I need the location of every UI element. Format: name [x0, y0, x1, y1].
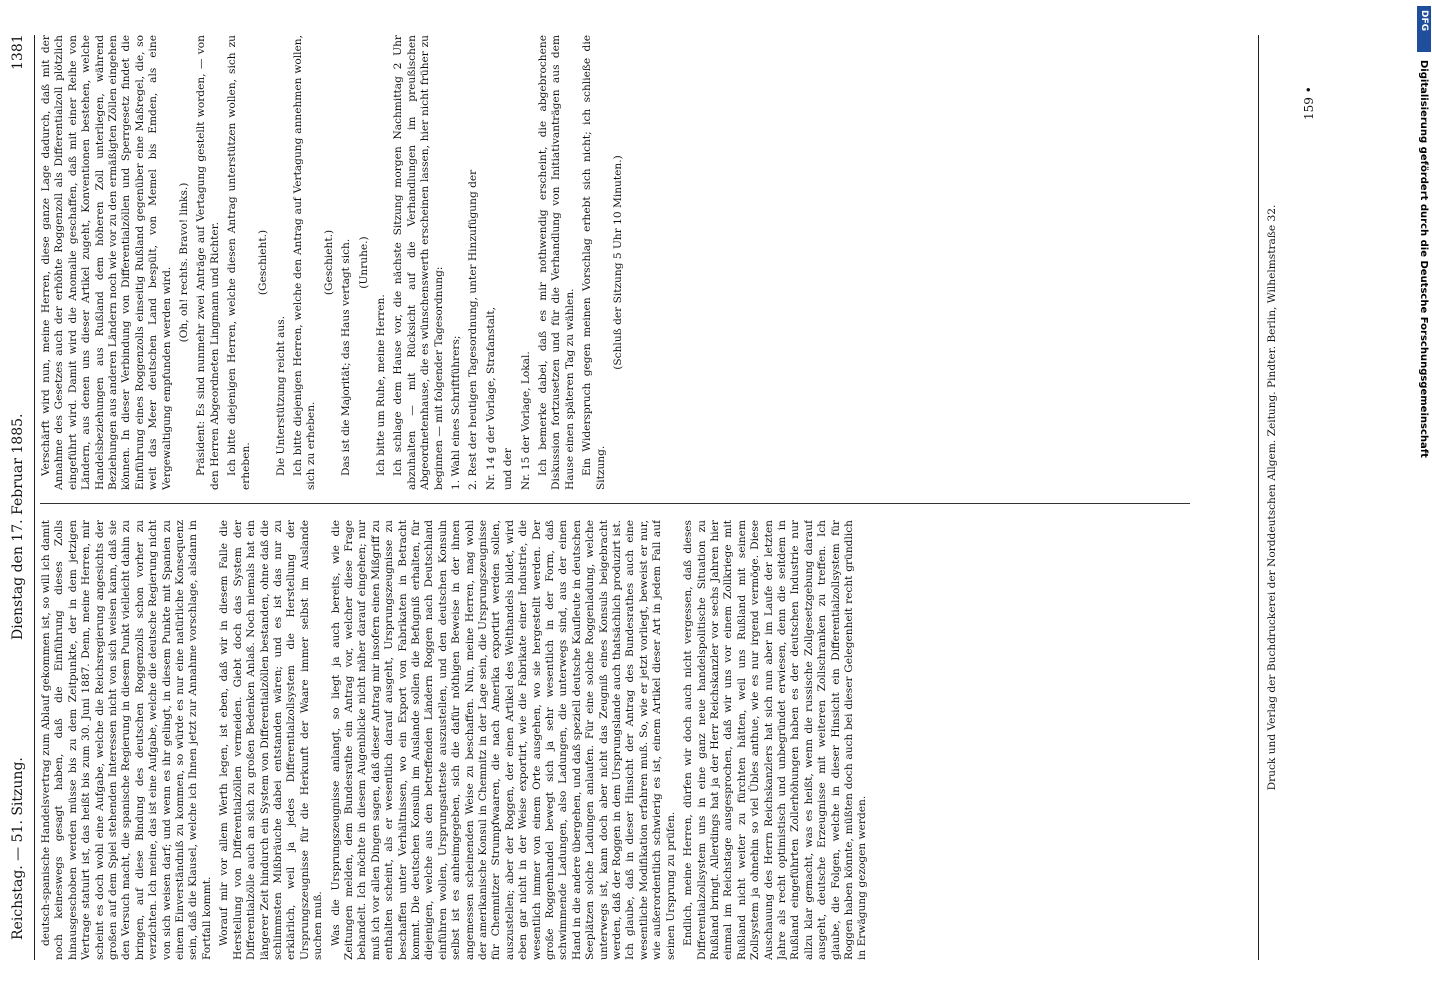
- dfg-credit: [1417, 60, 1431, 960]
- paragraph: Worauf mir vor allem Werth legen, ist eben, daß wir in diesem Falle die Herstellung von Differentialzöllen vermeiden. Giebt doch das System der Differentialzölle auch an sich zu großen Bedenken Anlaß. Noch niemals hat ein längerer Zeit hindurch ein System von Differentialzöllen bestanden, ohne daß die schlimmsten Mißbräuche dabei entstanden wären; und es ist das nur zu erklärlich, weil ja jedes Differentialzollsystem die Herstellung der Ursprungszeugnisse für die Herkunft der Waare immer selbst im Auslande suchen muß.: [218, 520, 325, 960]
- dfg-logo-text: DFG: [1419, 10, 1429, 32]
- paragraph: Das ist die Majorität; das Haus vertagt sich.: [340, 238, 353, 476]
- paragraph: Ich bitte diejenigen Herren, welche den Antrag auf Vertagung annehmen wollen, sich zu erheben.: [291, 35, 318, 490]
- column-divider: [40, 503, 1190, 504]
- footer-imprint: Druck und Verlag der Buchdruckerei der Norddeutschen Allgem. Zeitung. Pindter. Berlin, Wilhelmstraße 32.: [1266, 204, 1278, 791]
- paragraph: Nr. 14 g der Vorlage, Strafanstalt,: [484, 307, 497, 490]
- paragraph: Nr. 15 der Vorlage, Lokal.: [519, 351, 532, 490]
- paragraph: Was die Ursprungszeugnisse anlangt, so liegt ja auch bereits, wie die Zeitungen melden, dem Bundesrathe ein Antrag vor, welcher diese Frage behandelt. Ich möchte in diesem Augenblicke nicht näher darauf eingehen; nur muß ich vor allen Dingen sagen, daß dieser Antrag mir insofern einen Mißgriff zu enthalten scheint, als er wesentlich darauf ausgeht, Ursprungszeugnisse zu beschaffen unter Verhältnissen, wo ein Export von Fabrikaten in Betracht kommt. Die deutschen Konsuln im Auslande sollen die Befugniß erhalten, für diejenigen, welche aus den betreffenden Ländern Roggen nach Deutschland einführen wollen, Ursprungsatteste auszustellen, und den deutschen Konsuln selbst ist es anheimgegeben, sich die dafür nöthigen Beweise in der ihnen angemessen scheinenden Weise zu beschaffen. Nun, meine Herren, mag wohl der amerikanische Konsul in Chemnitz in der Lage sein, die Ursprungszeugnisse für Chemnitzer Strumpfwaaren, die nach Amerika exportirt werden sollen, auszustellen; aber der Roggen, der einen Artikel des Welthandels bildet, wird eben gar nicht in der Weise exportirt, wie die Fabrikate einer Industrie, die wesentlich immer von einem Orte ausgehen, wo sie hergestellt werden. Der große Roggenhandel bewegt sich ja sehr wesentlich in der Form, daß schwimmende Ladungen, also Ladungen, die unterwegs sind, aus der einen Hand in die andere übergehen, und daß speziell deutsche Kaufleute in deutschen Seeplätzen solche Ladungen anlaufen. Für eine solche Roggenladung, welche unterwegs ist, kann doch aber nicht das Zeugniß eines Konsuls beigebracht werden, daß der Roggen in dem Ursprungslande auch thatsächlich produzirt ist. Ich glaube, daß in dieser Hinsicht der Antrag des Bundesrathes auch eine wesentliche Modifikation erfahren muß. So, wie er jetzt vorliegt, beweist er nur, wie außerordentlich schwierig es ist, einem Artikel dieser Art in jedem Fall auf seinen Ursprung zu prüfen.: [329, 520, 677, 960]
- paragraph: und der: [502, 448, 515, 490]
- header-left: Reichstag. — 51. Sitzung.: [10, 757, 26, 940]
- paragraph: deutsch-spanische Handelsvertrag zum Ablauf gekommen ist, so will ich damit noch keineswegs gesagt haben, daß die Einführung dieses Zolls hinausgeschoben werden müsse bis zu dem Zeitpunkte, der in dem jetzigen Vertrage statuirt ist, das heißt bis zum 30. Juni 1887. Denn, meine Herren, mir scheint es doch wohl eine Aufgabe, welche die Reichsregierung angesichts der großen auf dem Spiel stehenden Interessen nicht von sich weisen kann, daß sie den Versuch macht, die spanische Regierung in diesem Punkt vielleicht dahin zu bringen, auf diese Bindung des deutschen Roggenzolls schon vorher zu verzichten. Ich meine, das ist eine Aufgabe, welche die deutsche Regierung nicht von sich weisen darf; und wenn es ihr gelingt, in diesem Punkte mit Spanien zu einem Einverständniß zu kommen, so würde es nur eine natürliche Konsequenz sein, daß die Klausel, welche ich Ihnen jetzt zur Annahme vorschlage, alsdann in Fortfall kommt.: [40, 520, 213, 960]
- paragraph: (Geschieht.): [257, 229, 270, 296]
- footer-rule: [1258, 35, 1259, 960]
- paragraph: Ich bitte um Ruhe, meine Herren.: [374, 294, 387, 476]
- paragraph: Verschärft wird nun, meine Herren, diese ganze Lage dadurch, daß mit der Annahme des Gesetzes auch der erhöhte Roggenzoll als Differentialzoll plötzlich eingeführt wird. Damit wird die Anomalie geschaffen, daß mit einer Reihe von Ländern, aus denen uns dieser Artikel zugeht, Konventionen bestehen, welche Handelsbeziehungen aus Rußland dem höheren Zoll unterliegen, während Beziehungen aus anderen Ländern noch wie vor zu den ermäßigten Zöllen eingehen können. In dieser Verbindung von Differentialzöllen und Sperrgesetz findet die Einführung eines Roggenzolls einseitig Rußland gegenüber eine Maßregel, die, so weit das Meer deutschen Land bespült, von Memel bis Emden, als eine Vergewaltigung empfunden werden wird.: [40, 35, 173, 490]
- footer-stamp: 159 •: [1302, 86, 1316, 120]
- paragraph: (Oh, oh! rechts. Bravo! links.): [178, 182, 191, 343]
- header-middle: Dienstag den 17. Februar 1885.: [10, 413, 26, 640]
- paragraph: Ich bitte diejenigen Herren, welche diesen Antrag unterstützen wollen, sich zu erheben.: [226, 35, 252, 490]
- paragraph: Präsident: Es sind nunmehr zwei Anträge auf Vertagung gestellt worden, — von den Herren Abgeordneten Lingmann und Richter.: [195, 35, 221, 490]
- paragraph: (Schluß der Sitzung 5 Uhr 10 Minuten.): [612, 155, 625, 370]
- paragraph: (Unruhe.): [357, 236, 370, 289]
- paragraph: Ein Widerspruch gegen meinen Vorschlag erhebt sich nicht; ich schließe die Sitzung.: [581, 35, 607, 490]
- paragraph: Die Unterstützung reicht aus.: [274, 315, 287, 476]
- dfg-side-strip: [1416, 0, 1432, 1000]
- paragraph: 1. Wahl eines Schriftführers;: [449, 335, 462, 490]
- paragraph: Endlich, meine Herren, dürfen wir doch auch nicht vergessen, daß dieses Differentialzollsystem uns in eine ganz neue handelspolitische Situation zu Rußland bringt. Allerdings hat ja der Herr Reichskanzler vor sechs Jahren hier einmal im Reichstage ausgesprochen, daß wir uns vor einem Zollkriege mit Rußland nicht weiter zu fürchten hätten, weil uns Rußland mit seinem Zollsystem ja ohnehin so viel Übles anthue, wie es nur irgend vermöge. Diese Auschauung des Herrn Reichskanzlers hat sich nun aber im Laufe der letzten Jahre als recht optimistisch und unbegründet erwiesen, denn die seitdem in Rußland eingeführten Zollerhöhungen haben es der deutschen Industrie nur allzu klar gemacht, was es heißt, wenn die russische Zollgesetzgebung darauf ausgeht, deutsche Erzeugnisse mit weiteren Zollschranken zu treffen. Ich glaube, die Folgen, welche in dieser Hinsicht ein Differentialzollsystem für Roggen haben könnte, müßten doch auch bei dieser Gelegenheit recht gründlich in Erwägung gezogen werden.: [682, 520, 869, 960]
- column-left: [40, 520, 1190, 960]
- header-rule: [34, 35, 35, 960]
- paragraph: 2. Rest der heutigen Tagesordnung, unter Hinzufügung der: [467, 169, 480, 490]
- dfg-logo: [1417, 6, 1431, 52]
- paragraph: Ich schlage dem Hause vor, die nächste Sitzung morgen Nachmittag 2 Uhr abzuhalten — mit Rücksicht auf die Verhandlungen im preußischen Abgeordnetenhause, die es wünschenswerth erscheinen lassen, hier nicht früher zu beginnen — mit folgender Tagesordnung:: [392, 35, 445, 490]
- header-page-number: 1381: [10, 34, 26, 70]
- paragraph: Ich bemerke dabei, daß es mir nothwendig erscheint, die abgebrochene Diskussion fortzusetzen und für die Verhandlung von Initiativanträgen aus dem Hause einen späteren Tag zu wählen.: [537, 35, 576, 490]
- dfg-credit-text: Digitalisierung gefördert durch die Deutsche Forschungsgemeinschaft: [1418, 60, 1429, 458]
- column-right: [40, 35, 1190, 490]
- paragraph: (Geschieht.): [322, 229, 335, 296]
